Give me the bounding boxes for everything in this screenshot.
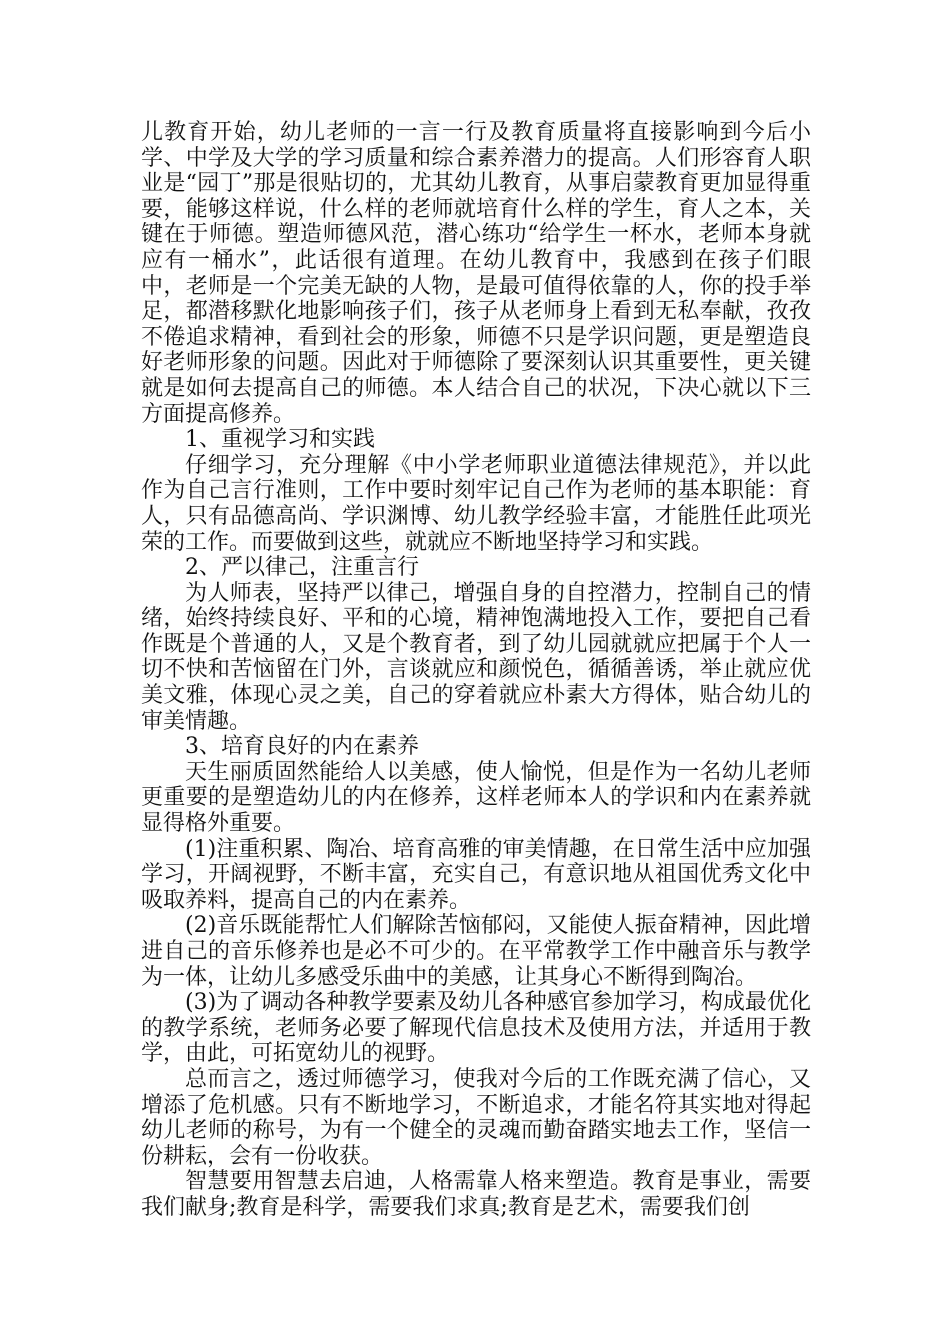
document-body (141, 120, 811, 1221)
paragraph-intro-continuation: 儿教育开始，幼儿老师的一言一行及教育质量将直接影响到今后小学、中学及大学的学习质量和综合素养潜力的提高。人们形容育人职业是“园丁”那是很贴切的，尤其幼儿教育，从事启蒙教育更加显得重要，能够这样说，什么样的老师就培育什么样的学生，育人之本，关键在于师德。塑造师德风范，潜心练功“给学生一杯水，老师本身就应有一桶水”，此话很有道理。在幼儿教育中，我感到在孩子们眼中，老师是一个完美无缺的人物，是最可值得依靠的人，你的投手举足，都潜移默化地影响孩子们，孩子从老师身上看到无私奉献，孜孜不倦追求精神，看到社会的形象，师德不只是学识问题，更是塑造良好老师形象的问题。因此对于师德除了要深刻认识其重要性，更关键就是如何去提高自己的师德。本人结合自己的状况，下决心就以下三方面提高修养。 (141, 120, 811, 427)
paragraph-study-practice: 仔细学习，充分理解《中小学老师职业道德法律规范》，并以此作为自己言行准则，工作中要时刻牢记自己作为老师的基本职能：育人，只有品德高尚、学识渊博、幼儿教学经验丰富，才能胜任此项光荣的工作。而要做到这些，就就应不断地坚持学习和实践。 (141, 452, 811, 555)
paragraph-closing: 智慧要用智慧去启迪，人格需靠人格来塑造。教育是事业，需要我们献身;教育是科学，需要我们求真;教育是艺术，需要我们创 (141, 1169, 811, 1220)
list-item-3: (3)为了调动各种教学要素及幼儿各种感官参加学习，构成最优化的教学系统，老师务必要了解现代信息技术及使用方法，并适用于教学，由此，可拓宽幼儿的视野。 (141, 990, 811, 1067)
section-heading-2: 2、严以律己，注重言行 (185, 555, 419, 581)
list-item-2: (2)音乐既能帮忙人们解除苦恼郁闷，又能使人振奋精神，因此增进自己的音乐修养也是必不可少的。在平常教学工作中融音乐与教学为一体，让幼儿多感受乐曲中的美感，让其身心不断得到陶冶。 (141, 913, 811, 990)
paragraph-self-discipline: 为人师表，坚持严以律己，增强自身的自控潜力，控制自己的情绪，始终持续良好、平和的心境，精神饱满地投入工作，要把自己看作既是个普通的人，又是个教育者，到了幼儿园就就应把属于个人一切不快和苦恼留在门外，言谈就应和颜悦色，循循善诱，举止就应优美文雅，体现心灵之美，自己的穿着就应朴素大方得体，贴合幼儿的审美情趣。 (141, 580, 811, 734)
section-heading-1: 1、重视学习和实践 (185, 427, 375, 453)
list-item-1: (1)注重积累、陶冶、培育高雅的审美情趣，在日常生活中应加强学习，开阔视野，不断丰富，充实自己，有意识地从祖国优秀文化中吸取养料，提高自己的内在素养。 (141, 836, 811, 913)
section-heading-3: 3、培育良好的内在素养 (185, 734, 419, 760)
paragraph-inner-quality: 天生丽质固然能给人以美感，使人愉悦，但是作为一名幼儿老师更重要的是塑造幼儿的内在修养，这样老师本人的学识和内在素养就显得格外重要。 (141, 759, 811, 837)
paragraph-summary: 总而言之，透过师德学习，使我对今后的工作既充满了信心，又增添了危机感。只有不断地学习，不断追求，才能名符其实地对得起幼儿老师的称号，为有一个健全的灵魂而勤奋踏实地去工作，坚信一份耕耘，会有一份收获。 (141, 1066, 811, 1169)
